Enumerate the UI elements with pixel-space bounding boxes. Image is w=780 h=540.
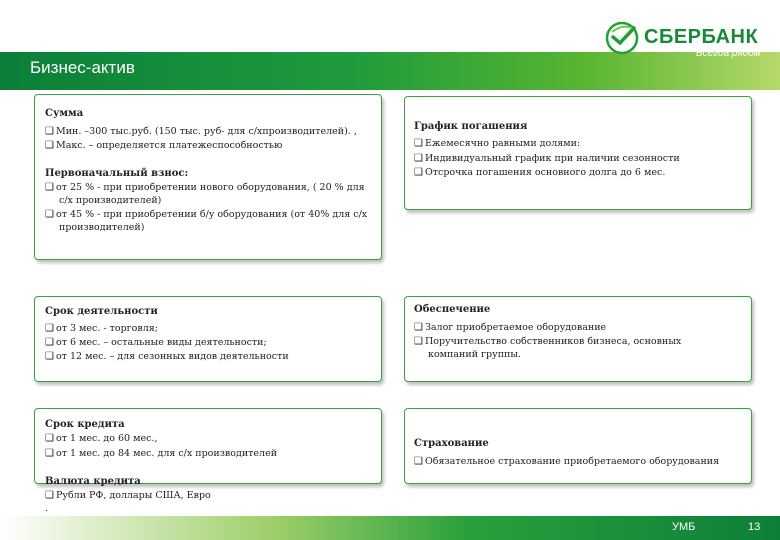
activity-item: ❑ от 6 мес. – остальные виды деятельности; [45, 337, 267, 349]
activity-title: Срок деятельности [45, 306, 158, 317]
activity-item: ❑ от 12 мес. – для сезонных видов деятельности [45, 351, 289, 363]
collateral-item-cont: компаний группы. [428, 349, 521, 360]
insurance-item: ❑ Обязательное страхование приобретаемого оборудования [414, 456, 719, 468]
page-title: Бизнес-актив [30, 58, 135, 77]
currency-item: ❑ Рубли РФ, доллары США, Евро [45, 490, 211, 502]
footer-band [0, 516, 780, 540]
insurance-title: Страхование [414, 438, 489, 449]
logo-slogan: Всегда рядом [696, 48, 761, 59]
term-item: ❑ от 1 мес. до 60 мес., [45, 433, 157, 445]
repayment-item: ❑ Индивидуальный график при наличии сезонности [414, 153, 680, 165]
collateral-title: Обеспечение [414, 304, 491, 315]
logo-wordmark: СБЕРБАНК [644, 26, 759, 48]
down-payment-used: ❑ от 45 % - при приобретении б/у оборудования (от 40% для с/х [45, 209, 367, 221]
repayment-item: ❑ Отсрочка погашения основного долга до 6 мес. [414, 167, 665, 179]
amount-min: ❑ Мин. –300 тыс.руб. (150 тыс. руб- для с/хпроизводителей). , [45, 126, 357, 138]
activity-item: ❑ от 3 мес. - торговля; [45, 323, 158, 335]
page-number: 13 [748, 521, 761, 533]
down-payment-new: ❑ от 25 % - при приобретении нового оборудования, ( 20 % для [45, 182, 365, 194]
down-payment-new-cont: с/х производителей) [59, 195, 162, 206]
down-payment-used-cont: производителей) [59, 222, 145, 233]
amount-max: ❑ Макс. – определяется платежеспособностью [45, 140, 282, 152]
collateral-item: ❑ Залог приобретаемое оборудование [414, 322, 606, 334]
repayment-item: ❑ Ежемесячно равными долями: [414, 138, 580, 150]
collateral-item: ❑ Поручительство собственников бизнеса, основных [414, 336, 681, 348]
down-payment-title: Первоначальный взнос: [45, 168, 189, 179]
footer-code: УМБ [672, 521, 696, 533]
currency-title: Валюта кредита [45, 476, 141, 487]
currency-note: . [45, 503, 49, 514]
term-title: Срок кредита [45, 419, 125, 430]
amount-title: Сумма [45, 108, 84, 119]
term-item: ❑ от 1 мес. до 84 мес. для с/х производителей [45, 448, 277, 460]
repayment-title: График погашения [414, 121, 528, 132]
